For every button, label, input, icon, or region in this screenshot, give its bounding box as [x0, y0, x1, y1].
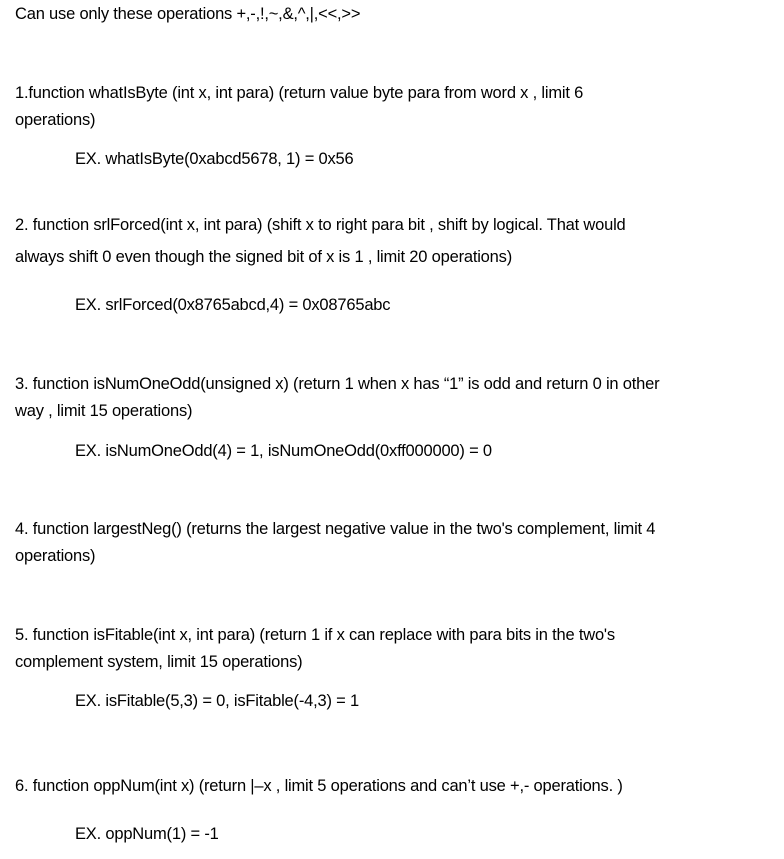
- problem-1-line-1: 1.function whatIsByte (int x, int para) (return value byte para from word x , limit 6: [15, 84, 584, 102]
- problem-4-line-1: 4. function largestNeg() (returns the largest negative value in the two's complement, limit 4: [15, 520, 656, 538]
- problem-6-line-1: 6. function oppNum(int x) (return |–x , limit 5 operations and can’t use +,- operations. ): [15, 777, 623, 795]
- problem-3-line-1: 3. function isNumOneOdd(unsigned x) (return 1 when x has “1” is odd and return 0 in other: [15, 375, 660, 393]
- problem-3-example: EX. isNumOneOdd(4) = 1, isNumOneOdd(0xff000000) = 0: [75, 442, 492, 460]
- problem-5-example: EX. isFitable(5,3) = 0, isFitable(-4,3) = 1: [75, 692, 359, 710]
- problem-2-line-2: always shift 0 even though the signed bit of x is 1 , limit 20 operations): [15, 248, 512, 266]
- problem-3-line-2: way , limit 15 operations): [15, 402, 193, 420]
- problem-2-line-1: 2. function srlForced(int x, int para) (shift x to right para bit , shift by logical. That would: [15, 216, 626, 234]
- problem-6-example: EX. oppNum(1) = -1: [75, 825, 219, 843]
- problem-1-line-2: operations): [15, 111, 96, 129]
- problem-5-line-2: complement system, limit 15 operations): [15, 653, 303, 671]
- problem-1-example: EX. whatIsByte(0xabcd5678, 1) = 0x56: [75, 150, 354, 168]
- problem-2-example: EX. srlForced(0x8765abcd,4) = 0x08765abc: [75, 296, 391, 314]
- problem-4-line-2: operations): [15, 547, 96, 565]
- operations-header: Can use only these operations +,-,!,~,&,^,|,<<,>>: [15, 5, 361, 23]
- problem-5-line-1: 5. function isFitable(int x, int para) (return 1 if x can replace with para bits in the two's: [15, 626, 615, 644]
